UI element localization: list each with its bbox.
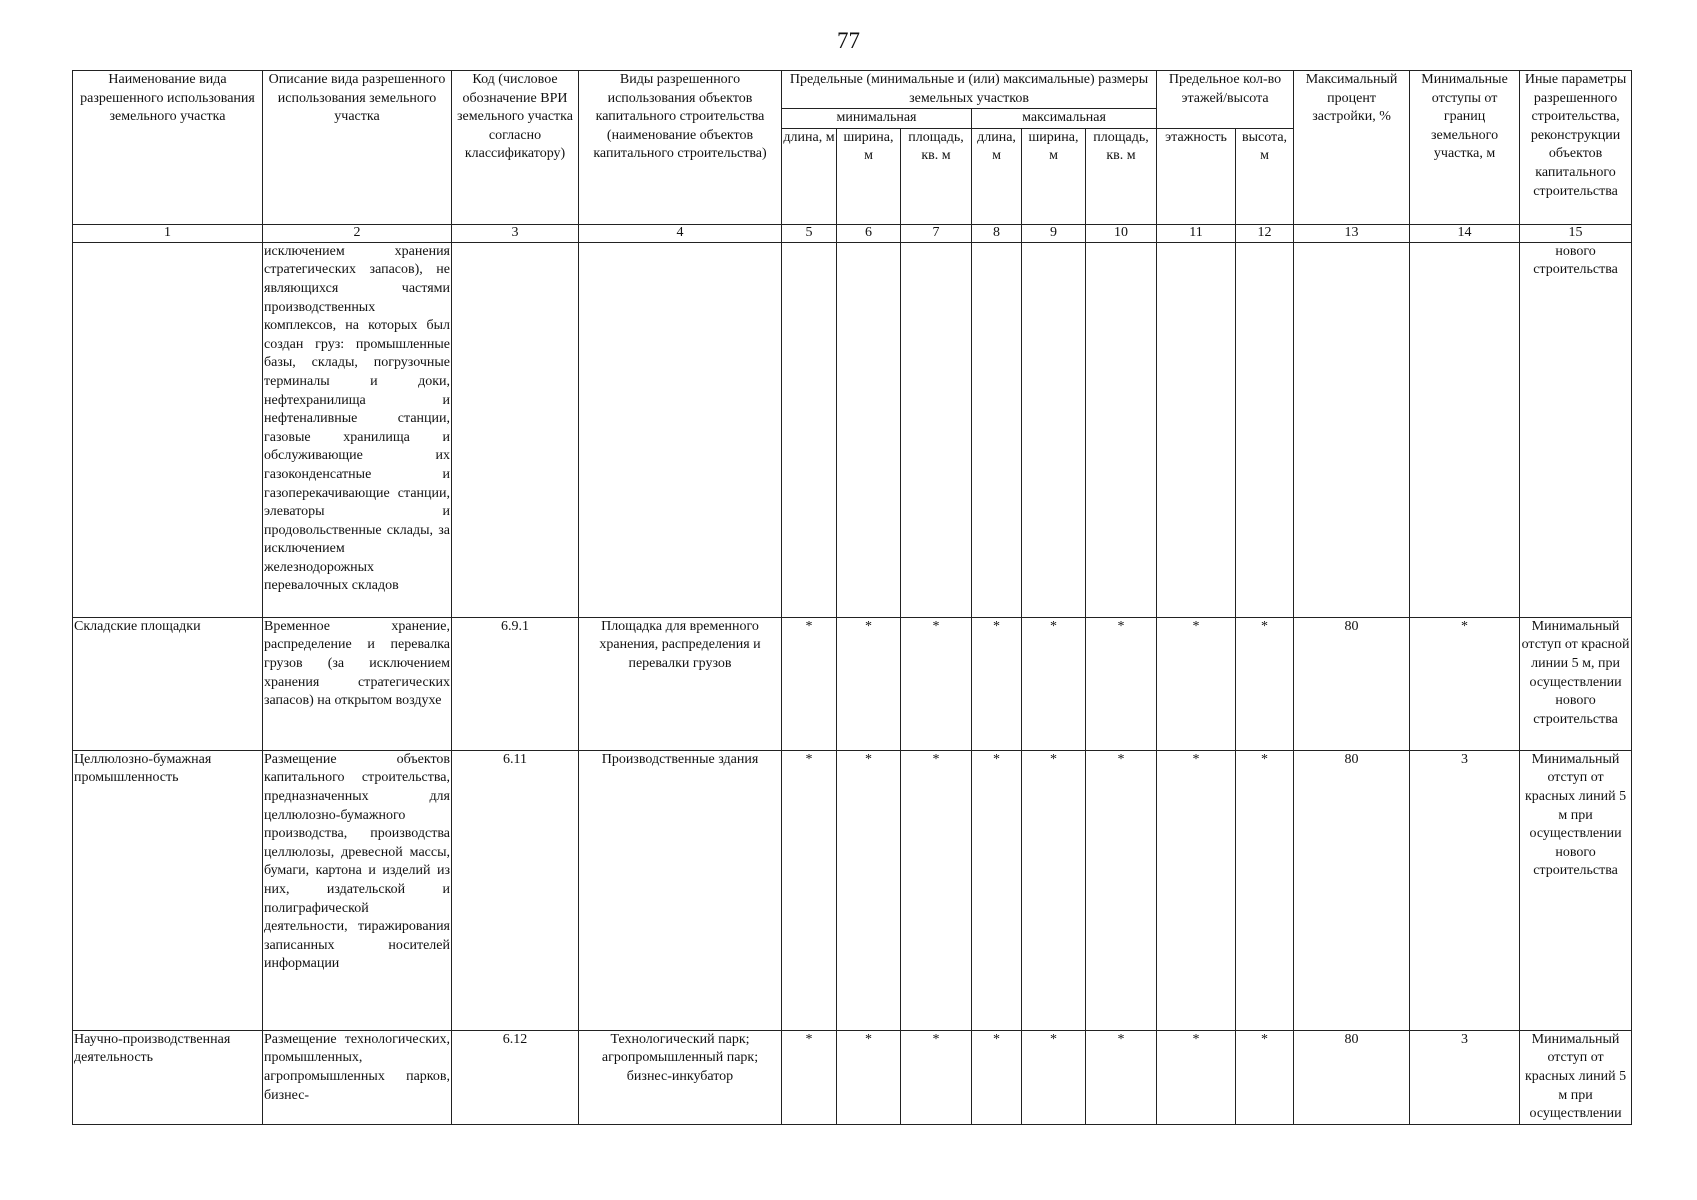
header-col-14: Минимальные отступы от границ земельного участка, м bbox=[1410, 71, 1520, 225]
row-setback bbox=[1410, 242, 1520, 617]
row-other: Минимальный отступ от красных линий 5 м при осуществлении bbox=[1520, 1030, 1632, 1124]
row-other: нового строительства bbox=[1520, 242, 1632, 617]
header-col-2: Описание вида разрешенного использования земельного участка bbox=[263, 71, 452, 225]
row-value bbox=[1157, 242, 1236, 617]
header-max-group: максимальная bbox=[972, 109, 1157, 129]
row-name bbox=[73, 242, 263, 617]
row-objects bbox=[579, 242, 782, 617]
header-col-4: Виды разрешенного использования объектов капитального строительства (наименование объектов капитального строительства) bbox=[579, 71, 782, 225]
header-min-group: минимальная bbox=[782, 109, 972, 129]
row-value bbox=[901, 242, 972, 617]
column-number: 7 bbox=[901, 224, 972, 242]
row-code: 6.11 bbox=[452, 750, 579, 1030]
row-value: * bbox=[1236, 617, 1294, 750]
column-number: 6 bbox=[837, 224, 901, 242]
row-value: * bbox=[837, 750, 901, 1030]
header-min-length: длина, м bbox=[782, 128, 837, 224]
column-number: 1 bbox=[73, 224, 263, 242]
column-number: 15 bbox=[1520, 224, 1632, 242]
row-description: исключением хранения стратегических запасов), не являющихся частями производственных комплексов, на которых был создан груз: промышленные базы, склады, погрузочные терминалы и доки, нефтехранилища и нефтеналивные станции, газовые хранилища и обслуживающие их газоконденсатные и газоперекачивающие станции, элеваторы и продовольственные склады, за исключением железнодорожных перевалочных складов bbox=[263, 242, 452, 617]
row-other: Минимальный отступ от красных линий 5 м при осуществлении нового строительства bbox=[1520, 750, 1632, 1030]
row-value bbox=[1236, 242, 1294, 617]
header-floors: этажность bbox=[1157, 128, 1236, 224]
row-value: * bbox=[901, 617, 972, 750]
row-value bbox=[1086, 242, 1157, 617]
header-max-area: площадь, кв. м bbox=[1086, 128, 1157, 224]
row-value: * bbox=[1157, 1030, 1236, 1124]
column-number: 12 bbox=[1236, 224, 1294, 242]
column-number: 13 bbox=[1294, 224, 1410, 242]
row-objects: Технологический парк; агропромышленный парк; бизнес-инкубатор bbox=[579, 1030, 782, 1124]
row-value: * bbox=[1236, 1030, 1294, 1124]
header-max-length: длина, м bbox=[972, 128, 1022, 224]
row-value: * bbox=[1086, 1030, 1157, 1124]
header-height: высота, м bbox=[1236, 128, 1294, 224]
row-value: * bbox=[837, 617, 901, 750]
table-row bbox=[73, 750, 1632, 1030]
row-value: * bbox=[1086, 617, 1157, 750]
header-col-13: Максимальный процент застройки, % bbox=[1294, 71, 1410, 225]
header-col-3: Код (числовое обозначение ВРИ земельного участка согласно классификатору) bbox=[452, 71, 579, 225]
row-code bbox=[452, 242, 579, 617]
column-number: 9 bbox=[1022, 224, 1086, 242]
row-setback: 3 bbox=[1410, 750, 1520, 1030]
row-percent bbox=[1294, 242, 1410, 617]
row-value: * bbox=[972, 750, 1022, 1030]
row-value: * bbox=[1086, 750, 1157, 1030]
row-value: * bbox=[1022, 1030, 1086, 1124]
header-floors-group: Предельное кол-во этажей/высота bbox=[1157, 71, 1294, 129]
row-value: * bbox=[901, 750, 972, 1030]
row-value: * bbox=[1157, 617, 1236, 750]
row-value: * bbox=[901, 1030, 972, 1124]
row-value bbox=[837, 242, 901, 617]
header-max-width: ширина, м bbox=[1022, 128, 1086, 224]
column-number: 11 bbox=[1157, 224, 1236, 242]
row-description: Размещение технологических, промышленных, агропромышленных парков, бизнес- bbox=[263, 1030, 452, 1124]
column-number: 5 bbox=[782, 224, 837, 242]
table-row bbox=[73, 617, 1632, 750]
row-value bbox=[782, 242, 837, 617]
row-description: Размещение объектов капитального строительства, предназначенных для целлюлозно-бумажного производства, производства целлюлозы, древесной массы, бумаги, картона и изделий из них, издательской и полиграфической деятельности, тиражирования записанных носителей информации bbox=[263, 750, 452, 1030]
row-name: Научно-производственная деятельность bbox=[73, 1030, 263, 1124]
table-row bbox=[73, 1030, 1632, 1124]
row-code: 6.12 bbox=[452, 1030, 579, 1124]
row-objects: Производственные здания bbox=[579, 750, 782, 1030]
table-row bbox=[73, 242, 1632, 617]
row-value: * bbox=[972, 1030, 1022, 1124]
column-number: 2 bbox=[263, 224, 452, 242]
header-min-area: площадь, кв. м bbox=[901, 128, 972, 224]
row-value: * bbox=[782, 750, 837, 1030]
row-value: * bbox=[1236, 750, 1294, 1030]
row-percent: 80 bbox=[1294, 1030, 1410, 1124]
row-objects: Площадка для временного хранения, распределения и перевалки грузов bbox=[579, 617, 782, 750]
row-percent: 80 bbox=[1294, 617, 1410, 750]
row-name: Целлюлозно-бумажная промышленность bbox=[73, 750, 263, 1030]
header-sizes-group: Предельные (минимальные и (или) максимальные) размеры земельных участков bbox=[782, 71, 1157, 109]
header-col-15: Иные параметры разрешенного строительства, реконструкции объектов капитального строительства bbox=[1520, 71, 1632, 225]
row-value: * bbox=[1022, 617, 1086, 750]
column-number: 14 bbox=[1410, 224, 1520, 242]
row-value: * bbox=[782, 1030, 837, 1124]
row-value: * bbox=[782, 617, 837, 750]
row-value: * bbox=[972, 617, 1022, 750]
column-number: 10 bbox=[1086, 224, 1157, 242]
row-setback: * bbox=[1410, 617, 1520, 750]
header-col-1: Наименование вида разрешенного использования земельного участка bbox=[73, 71, 263, 225]
header-min-width: ширина, м bbox=[837, 128, 901, 224]
row-description: Временное хранение, распределение и перевалка грузов (за исключением хранения стратегических запасов) на открытом воздухе bbox=[263, 617, 452, 750]
row-value bbox=[1022, 242, 1086, 617]
row-percent: 80 bbox=[1294, 750, 1410, 1030]
column-number: 3 bbox=[452, 224, 579, 242]
row-value bbox=[972, 242, 1022, 617]
row-value: * bbox=[1022, 750, 1086, 1030]
row-name: Складские площадки bbox=[73, 617, 263, 750]
row-code: 6.9.1 bbox=[452, 617, 579, 750]
row-value: * bbox=[1157, 750, 1236, 1030]
row-other: Минимальный отступ от красной линии 5 м, при осуществлении нового строительства bbox=[1520, 617, 1632, 750]
row-value: * bbox=[837, 1030, 901, 1124]
page-number: 77 bbox=[837, 28, 860, 53]
column-number: 4 bbox=[579, 224, 782, 242]
zoning-table bbox=[72, 70, 1632, 1125]
row-setback: 3 bbox=[1410, 1030, 1520, 1124]
column-number: 8 bbox=[972, 224, 1022, 242]
